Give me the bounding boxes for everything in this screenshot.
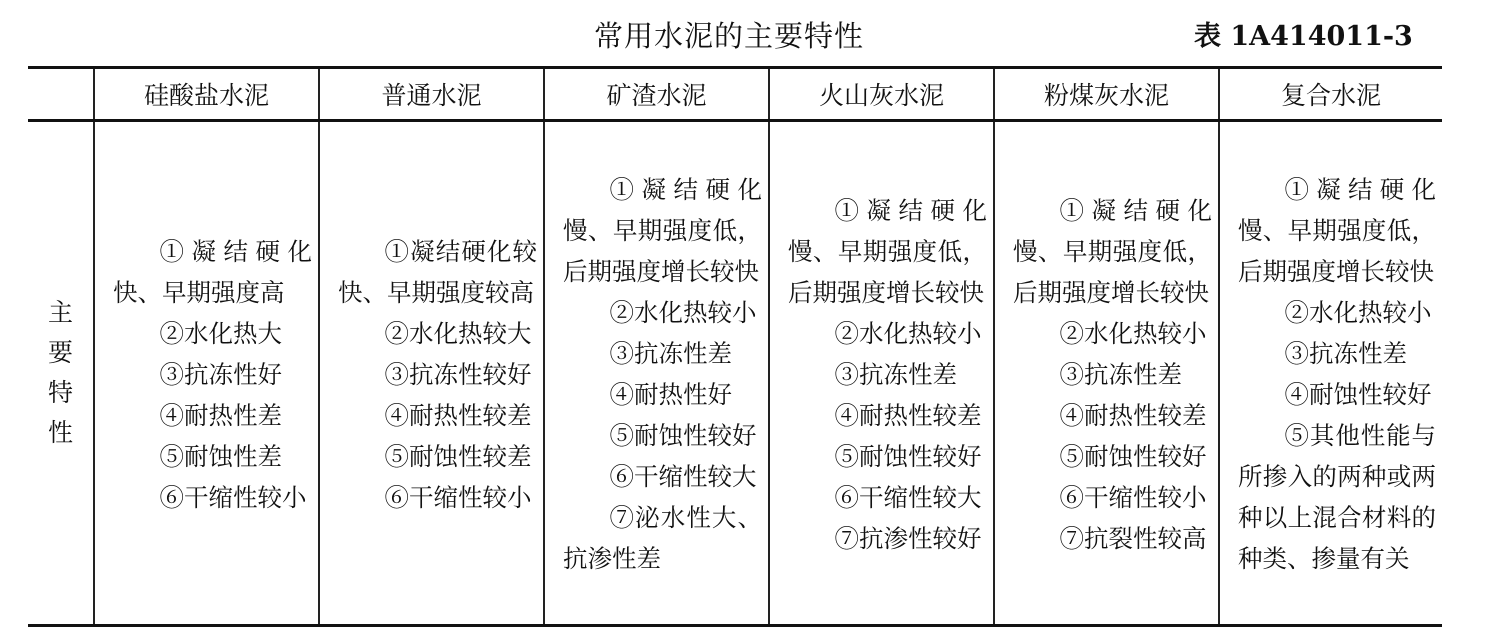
column-header: 硅酸盐水泥 bbox=[94, 68, 319, 121]
property-item: ③抗冻性差 bbox=[1059, 359, 1183, 389]
property-item: ②水化热较小 bbox=[834, 318, 982, 348]
column-header: 普通水泥 bbox=[319, 68, 544, 121]
property-item: ④耐热性较差 bbox=[384, 400, 532, 430]
property-item: ③抗冻性好 bbox=[159, 359, 283, 389]
property-item: ①凝结硬化慢、早期强度低，后期强度增长较快 bbox=[788, 195, 987, 307]
property-item: ⑤耐蚀性较好 bbox=[1059, 441, 1207, 471]
property-item: ③抗冻性差 bbox=[834, 359, 958, 389]
property-item: ③抗冻性较好 bbox=[384, 359, 532, 389]
property-item: ⑥干缩性较小 bbox=[1059, 482, 1207, 512]
property-item: ⑦抗裂性较高 bbox=[1059, 523, 1207, 553]
column-header: 复合水泥 bbox=[1219, 68, 1442, 121]
property-item: ②水化热较小 bbox=[1284, 298, 1432, 327]
row-header-cell bbox=[28, 121, 94, 626]
property-item: ⑤其他性能与所掺入的两种或两种以上混合材料的种类、掺量有关 bbox=[1238, 421, 1436, 573]
property-item: ②水化热大 bbox=[159, 318, 283, 348]
property-item: ⑦泌水性大、抗渗性差 bbox=[563, 503, 762, 573]
property-item: ④耐蚀性较好 bbox=[1284, 380, 1432, 409]
property-item: ⑥干缩性较小 bbox=[159, 482, 307, 512]
property-item: ⑦抗渗性较好 bbox=[834, 523, 982, 553]
properties-cell bbox=[319, 121, 544, 626]
property-item: ④耐热性好 bbox=[609, 380, 733, 409]
property-item: ⑥干缩性较大 bbox=[609, 462, 757, 491]
property-item: ⑤耐蚀性较好 bbox=[609, 421, 757, 450]
property-item: ①凝结硬化较快、早期强度较高 bbox=[338, 236, 537, 307]
property-item: ①凝结硬化慢、早期强度低，后期强度增长较快 bbox=[1013, 195, 1212, 307]
property-item: ⑤耐蚀性差 bbox=[159, 441, 283, 471]
properties-cell bbox=[1219, 121, 1442, 626]
corner-header-cell bbox=[28, 68, 94, 121]
property-item: ⑤耐蚀性较差 bbox=[384, 441, 532, 471]
table-number: 表 1A414011-3 bbox=[1194, 21, 1413, 52]
property-item: ①凝结硬化慢、早期强度低，后期强度增长较快 bbox=[1238, 175, 1436, 286]
property-item: ④耐热性较差 bbox=[834, 400, 982, 430]
property-item: ①凝结硬化快、早期强度高 bbox=[113, 236, 312, 307]
column-header: 粉煤灰水泥 bbox=[994, 68, 1219, 121]
property-item: ②水化热较小 bbox=[609, 298, 757, 327]
header-row bbox=[28, 68, 1442, 121]
row-header-label: 主要特性 bbox=[47, 298, 73, 447]
property-item: ⑥干缩性较大 bbox=[834, 482, 982, 512]
column-header: 矿渣水泥 bbox=[544, 68, 769, 121]
property-item: ②水化热较小 bbox=[1059, 318, 1207, 348]
cement-properties-table bbox=[28, 66, 1442, 627]
properties-cell bbox=[994, 121, 1219, 626]
property-item: ⑥干缩性较小 bbox=[384, 482, 532, 512]
property-item: ④耐热性差 bbox=[159, 400, 283, 430]
column-header: 火山灰水泥 bbox=[769, 68, 994, 121]
property-item: ③抗冻性差 bbox=[1284, 339, 1408, 368]
property-item: ②水化热较大 bbox=[384, 318, 532, 348]
properties-row bbox=[28, 121, 1442, 626]
property-item: ⑤耐蚀性较好 bbox=[834, 441, 982, 471]
property-item: ①凝结硬化慢、早期强度低，后期强度增长较快 bbox=[563, 175, 762, 286]
property-item: ③抗冻性差 bbox=[609, 339, 733, 368]
properties-cell bbox=[769, 121, 994, 626]
property-item: ④耐热性较差 bbox=[1059, 400, 1207, 430]
properties-cell bbox=[94, 121, 319, 626]
properties-cell bbox=[544, 121, 769, 626]
table-title: 常用水泥的主要特性 bbox=[593, 19, 864, 53]
